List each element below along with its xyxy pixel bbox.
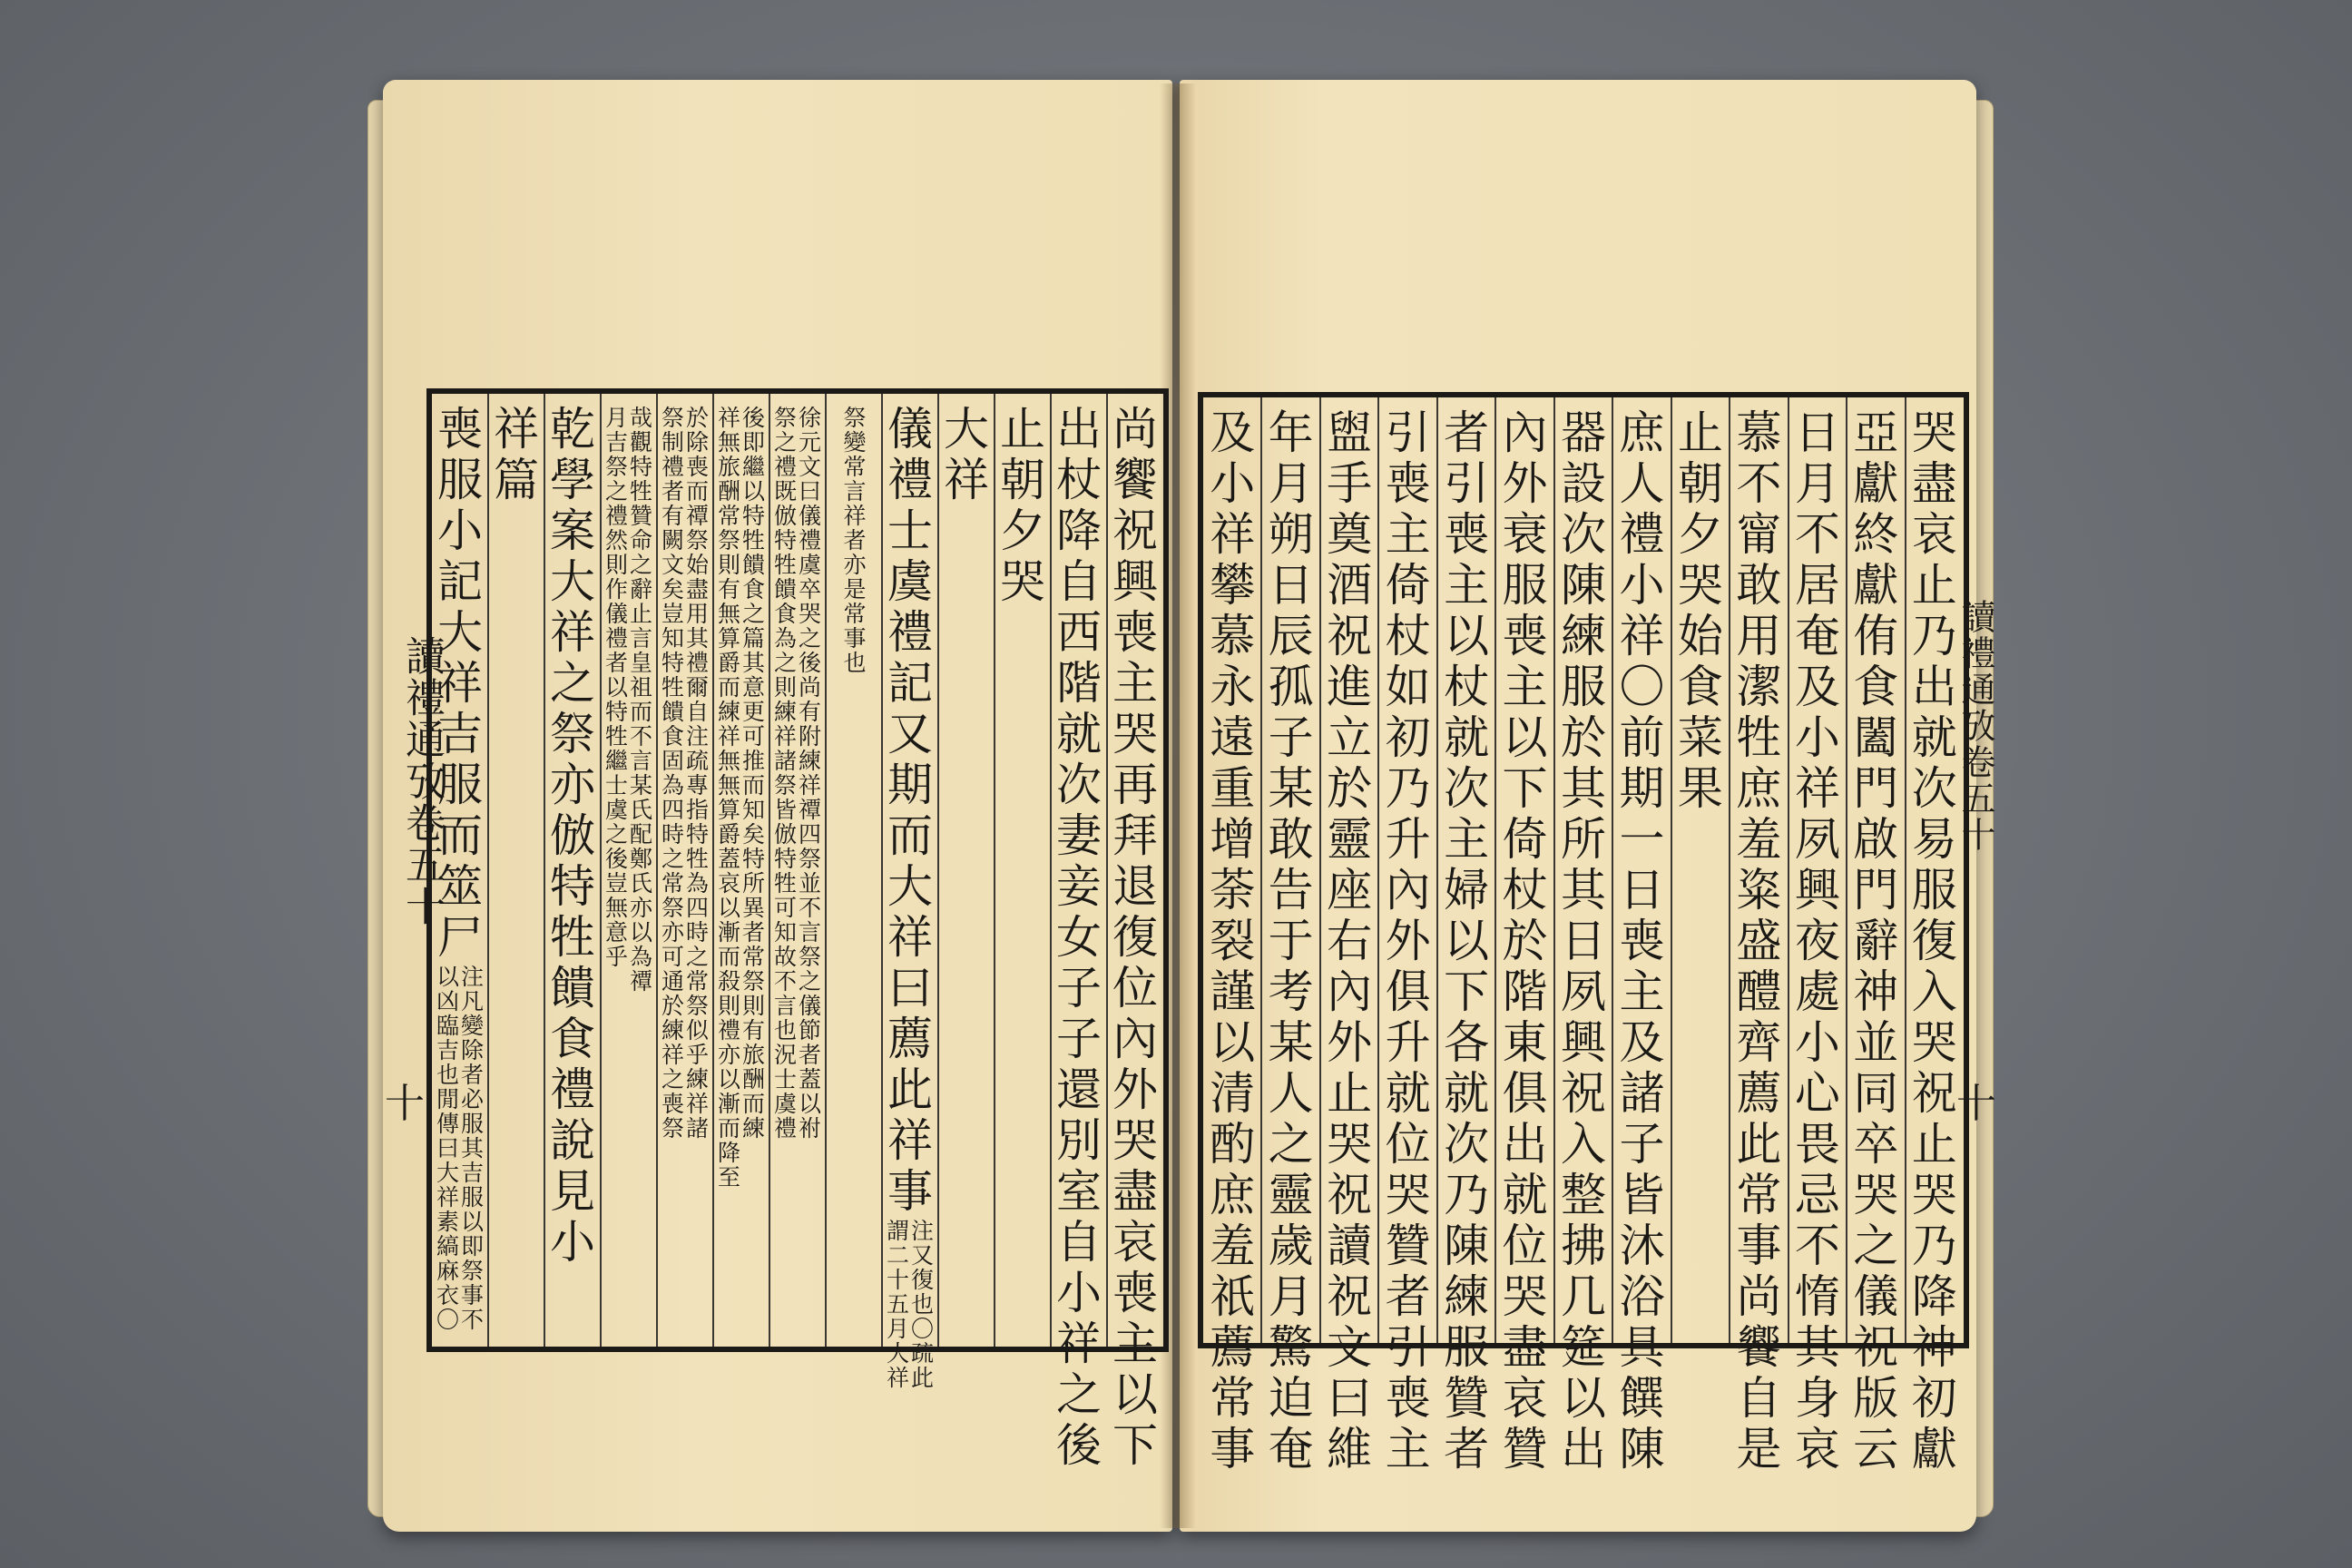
text-column: 亞 獻 終 獻 侑 食 闔 門 啟 門 辭 神 並 同 卒 哭 之 儀 祝 版 云 [1853,407,1899,1475]
text-column: 盥 手 奠 酒 祝 進 立 於 靈 座 右 內 外 止 哭 祝 讀 祝 文 曰 維 [1327,407,1373,1475]
text-column [882,403,938,1391]
inline-commentary: 謂 二 十 五 月 大 祥 注 又 復 也 〇 疏 此 [886,1218,935,1391]
annotation-line: 哉 觀 特 牲 贊 命 之 辭 止 言 皇 祖 而 不 言 某 氏 配 鄭 氏 亦 以 為 禫 [630,405,653,995]
text-column: 者 引 喪 主 以 杖 就 次 主 婦 以 下 各 就 次 乃 陳 練 服 贊 者 [1444,407,1490,1475]
text-column: 內 外 衰 服 喪 主 以 下 倚 杖 於 階 東 俱 出 就 位 哭 盡 哀 贊 [1502,407,1548,1475]
inline-commentary: 以 凶 臨 吉 也 閒 傳 曰 大 祥 素 縞 麻 衣 〇 注 凡 變 除 者 必 服 其 吉 服 以 即 祭 事 不 [436,964,485,1333]
main-text-run: 喪 服 小 記 大 祥 吉 服 而 筮 尸 [437,403,483,964]
text-column: 出 杖 降 自 西 階 就 次 妻 妾 女 子 子 還 別 室 自 小 祥 之 後 [1056,403,1102,1472]
left-margin-title: 讀禮通攷卷五十 [398,635,445,927]
text-column [769,407,826,1142]
text-column [826,407,882,676]
annotation-line: 後 即 繼 以 特 牲 饋 食 之 篇 其 意 更 可 推 而 知 矣 特 所 異 者 常 祭 則 有 旅 酬 而 練 [742,405,766,1142]
text-column: 止 朝 夕 哭 [1000,403,1045,608]
text-column: 哭 盡 哀 止 乃 出 就 次 易 服 復 入 哭 祝 止 哭 乃 降 神 初 獻 [1911,407,1957,1475]
text-column: 庶 人 禮 小 祥 〇 前 期 一 日 喪 主 及 諸 子 皆 沐 浴 具 饌 陳 [1619,407,1665,1475]
annotation-line: 祭 變 常 言 祥 者 亦 是 常 事 也 [843,405,867,676]
text-column: 日 月 不 居 奄 及 小 祥 夙 興 夜 處 小 心 畏 忌 不 惰 其 身 哀 [1794,407,1840,1475]
text-column: 及 小 祥 攀 慕 永 遠 重 增 荼 裂 謹 以 清 酌 庶 羞 祇 薦 常 事 [1210,407,1256,1475]
text-column: 祥 篇 [494,403,539,506]
annotation-line: 祭 之 禮 既 倣 特 牲 饋 食 為 之 則 練 祥 諸 祭 皆 倣 特 牲 可 知 故 不 言 也 況 士 虞 禮 [773,405,797,1142]
right-text-frame [1198,392,1969,1475]
text-column: 年 月 朔 日 辰 孤 子 某 敢 告 于 考 某 人 之 靈 歲 月 驚 迫 奄 [1268,407,1314,1475]
right-margin-title: 讀禮通攷卷五十 [1955,599,1995,853]
text-column: 乾 學 案 大 祥 之 祭 亦 倣 特 牲 饋 食 禮 說 見 小 [550,403,595,1269]
main-text-run: 儀 禮 士 虞 禮 記 又 期 而 大 祥 曰 薦 此 祥 事 [887,403,933,1218]
right-folio-number: 十 [1956,1081,1996,1127]
text-column [713,407,769,1191]
text-column: 慕 不 甯 敢 用 潔 牲 庶 羞 粢 盛 醴 齊 薦 此 常 事 尚 饗 自 是 [1736,407,1782,1475]
annotation-line: 於 除 喪 而 禫 祭 始 盡 用 其 禮 爾 自 注 疏 專 指 特 牲 為 四 時 之 常 祭 似 乎 練 祥 諸 [686,405,710,1142]
annotation-line: 祥 無 旅 酬 常 祭 則 有 無 算 爵 而 練 祥 無 無 算 爵 蓋 哀 以 漸 而 殺 則 禮 亦 以 漸 而 降 至 [717,405,740,1191]
annotation-line: 祭 制 禮 者 有 闕 文 矣 豈 知 特 牲 饋 食 固 為 四 時 之 常 祭 亦 可 通 於 練 祥 之 喪 祭 [661,405,684,1142]
left-folio-number: 十 [385,1081,425,1127]
annotation-line: 月 吉 祭 之 禮 然 則 作 儀 禮 者 以 特 牲 繼 士 虞 之 後 豈 無 意 乎 [604,405,628,970]
left-text-frame [426,388,1169,1472]
text-column [657,407,713,1142]
text-column: 止 朝 夕 哭 始 食 菜 果 [1677,407,1723,815]
text-column: 尚 饗 祝 興 喪 主 哭 再 拜 退 復 位 內 外 哭 盡 哀 喪 主 以 下 [1112,403,1158,1472]
text-column: 大 祥 [944,403,989,506]
text-column: 引 喪 主 倚 杖 如 初 乃 升 內 外 俱 升 就 位 哭 贊 者 引 喪 主 [1385,407,1431,1475]
text-column [601,407,657,995]
annotation-line: 徐 元 文 曰 儀 禮 虞 卒 哭 之 後 尚 有 附 練 祥 禫 四 祭 並 不 言 祭 之 儀 節 者 蓋 以 祔 [799,405,822,1142]
text-column: 器 設 次 陳 練 服 於 其 所 其 日 夙 興 祝 入 整 拂 几 筵 以 出 [1560,407,1606,1475]
